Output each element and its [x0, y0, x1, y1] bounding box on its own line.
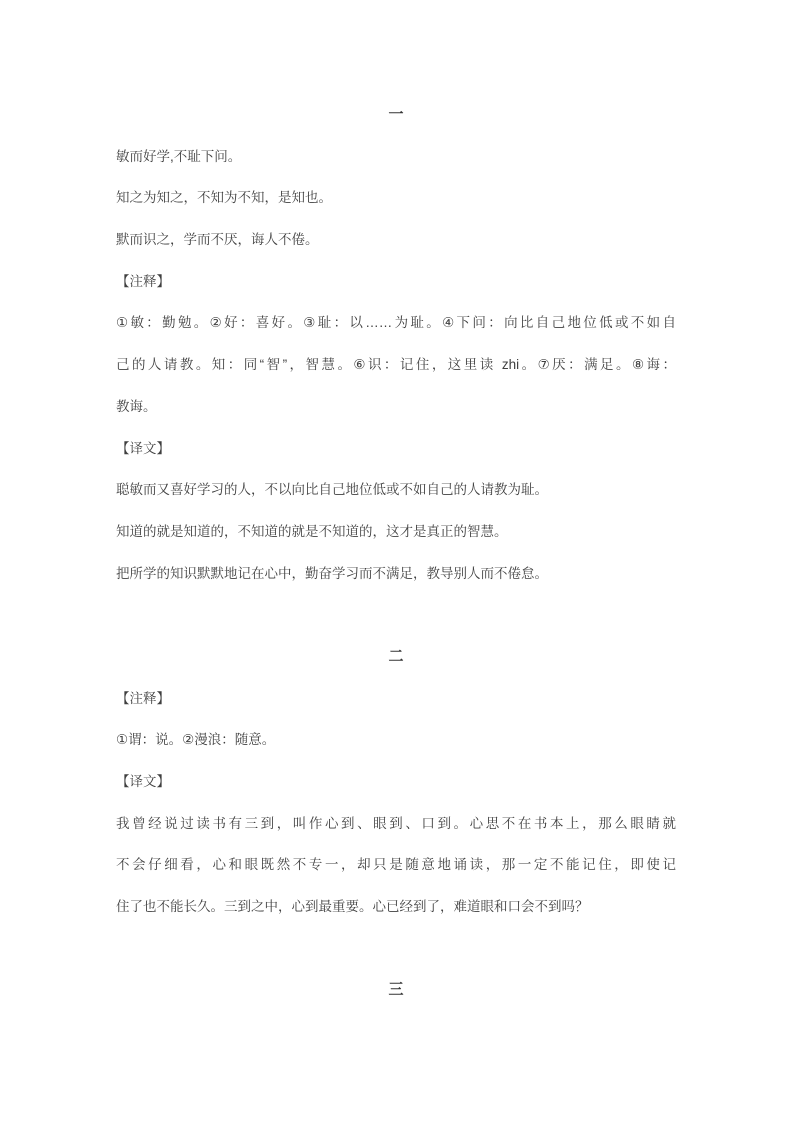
text-line: 不会仔细看，心和眼既然不专一，却只是随意地诵读，那一定不能记住，即使记 [116, 857, 676, 873]
blank-line [116, 928, 676, 970]
section-title: 三 [388, 981, 404, 999]
section-title: 一 [388, 106, 404, 123]
text-line: 己的人请教。知：同“智”，智慧。⑥识：记住，这里读 zhi。⑦厌：满足。⑧诲： [116, 357, 676, 373]
text-line: 聪敏而又喜好学习的人，不以向比自己地位低或不如自己的人请教为耻。 [116, 482, 548, 498]
text-line: 把所学的知识默默地记在心中，勤奋学习而不满足，教导别人而不倦怠。 [116, 565, 548, 581]
text-line: ①谓：说。②漫浪：随意。 [116, 732, 276, 748]
document-content [116, 94, 676, 1011]
text-line: 教诲。 [116, 398, 157, 414]
text-line: 知之为知之，不知为不知，是知也。 [116, 190, 332, 206]
section-title: 二 [388, 647, 404, 665]
text-line: 敏而好学,不耻下问。 [116, 148, 242, 164]
text-line: 知道的就是知道的，不知道的就是不知道的，这才是真正的智慧。 [116, 523, 508, 539]
bracket-label: 【译文】 [116, 440, 170, 456]
bracket-label: 【注释】 [116, 273, 170, 289]
text-line: ①敏：勤勉。②好：喜好。③耻：以……为耻。④下问：向比自己地位低或不如自 [116, 315, 676, 331]
text-line: 住了也不能长久。三到之中，心到最重要。心已经到了，难道眼和口会不到吗？ [116, 899, 589, 915]
text-line: 默而识之，学而不厌，诲人不倦。 [116, 232, 319, 248]
text-line: 我曾经说过读书有三到，叫作心到、眼到、口到。心思不在书本上，那么眼睛就 [116, 815, 676, 831]
blank-line [116, 594, 676, 636]
bracket-label: 【译文】 [116, 774, 170, 789]
bracket-label: 【注释】 [116, 690, 170, 706]
